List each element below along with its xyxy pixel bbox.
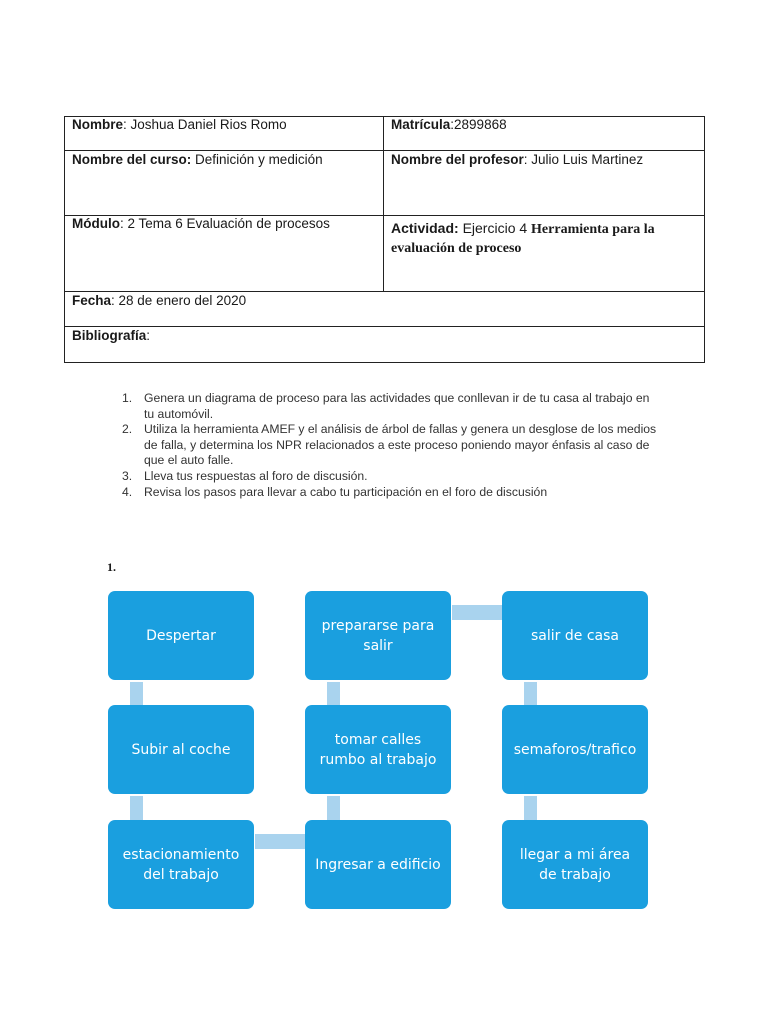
- instruction-item: [120, 422, 660, 469]
- connector-tomar-preparar: [327, 682, 340, 706]
- connector-salir-semaforos: [524, 682, 537, 706]
- step-prepararse: prepararse para salir: [305, 591, 451, 680]
- step-tomar-calles: tomar calles rumbo al trabajo: [305, 705, 451, 794]
- connector-semaforos-llegar: [524, 796, 537, 820]
- step-despertar: Despertar: [108, 591, 254, 680]
- profesor-value: : Julio Luis Martinez: [523, 152, 644, 167]
- instruction-text: Utiliza la herramienta AMEF y el análisis de árbol de fallas y genera un desglose de los medios de falla, y determina los NPR relacionados a este proceso poniendo mayor énfasis al caso de que el auto falle.: [144, 422, 657, 468]
- fecha-value: : 28 de enero del 2020: [111, 293, 247, 308]
- matricula-value: :2899868: [450, 117, 507, 132]
- step-estacionamiento: estacionamiento del trabajo: [108, 820, 254, 909]
- step-subir-al-coche: Subir al coche: [108, 705, 254, 794]
- bibliografia-cell: [65, 327, 705, 363]
- instruction-text: Revisa los pasos para llevar a cabo tu participación en el foro de discusión: [144, 484, 548, 499]
- actividad-title: Herramienta para la evaluación de proceso: [391, 222, 655, 256]
- step-ingresar-edificio: Ingresar a edificio: [305, 820, 451, 909]
- instruction-number: 1.: [122, 391, 133, 405]
- step-semaforos: semaforos/trafico: [502, 705, 648, 794]
- nombre-value: : Joshua Daniel Rios Romo: [123, 117, 287, 132]
- curso-value: Definición y medición: [191, 152, 323, 167]
- actividad-cell: [384, 216, 705, 292]
- connector-subir-estacionamiento: [130, 796, 143, 820]
- instruction-number: 3.: [122, 468, 133, 483]
- nombre-cell: [65, 117, 384, 151]
- connector-estacionamiento-ingresar: [255, 834, 305, 849]
- diagram-number: 1.: [107, 560, 116, 574]
- connector-ingresar-tomar: [327, 796, 340, 820]
- curso-cell: [65, 151, 384, 216]
- instructions-list: [120, 391, 660, 500]
- modulo-value: : 2 Tema 6 Evaluación de procesos: [119, 216, 330, 231]
- instruction-number: 2.: [122, 422, 133, 437]
- bibliografia-value: :: [146, 328, 151, 343]
- modulo-cell: [65, 216, 384, 292]
- instruction-item: [120, 391, 660, 422]
- actividad-label: Actividad:: [391, 220, 459, 236]
- instruction-item: [120, 469, 660, 485]
- step-salir-de-casa: salir de casa: [502, 591, 648, 680]
- curso-label: Nombre del curso:: [72, 152, 192, 167]
- actividad-value: Ejercicio 4: [458, 220, 532, 236]
- fecha-label: Fecha: [72, 293, 112, 308]
- profesor-cell: [384, 151, 705, 216]
- instruction-text: Lleva tus respuestas al foro de discusión.: [144, 468, 368, 483]
- profesor-label: Nombre del profesor: [391, 152, 524, 167]
- course-info-table: [64, 116, 705, 363]
- instruction-text: Genera un diagrama de proceso para las actividades que conllevan ir de tu casa al trabajo en tu automóvil.: [144, 391, 650, 421]
- matricula-label: Matrícula: [391, 117, 451, 132]
- matricula-cell: [384, 117, 705, 151]
- bibliografia-label: Bibliografía: [72, 328, 147, 343]
- connector-preparar-salir: [452, 605, 502, 620]
- nombre-label: Nombre: [72, 117, 124, 132]
- instruction-item: [120, 485, 660, 501]
- modulo-label: Módulo: [72, 216, 120, 231]
- instruction-number: 4.: [122, 484, 133, 499]
- fecha-cell: [65, 292, 705, 327]
- connector-despertar-subir: [130, 682, 143, 706]
- step-llegar-area: llegar a mi área de trabajo: [502, 820, 648, 909]
